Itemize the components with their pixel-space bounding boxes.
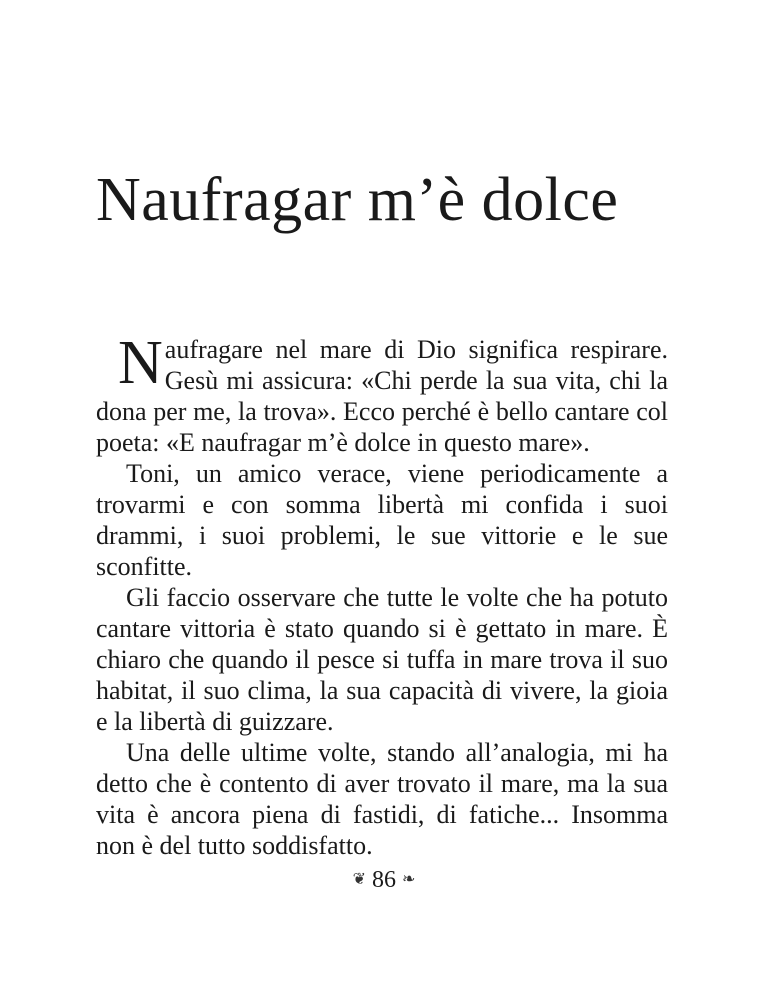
- chapter-title: Naufragar m’è dolce: [96, 166, 619, 234]
- paragraph-2: [96, 458, 668, 582]
- page-folio: [0, 866, 768, 894]
- floral-ornament-icon: ❧: [402, 871, 416, 888]
- floral-ornament-icon: ❦: [352, 871, 366, 888]
- paragraph-4-text: Una delle ultime volte, stando all’analogia, mi ha detto che è contento di aver trovato il mare, ma la sua vita è ancora piena di fastidi, di fatiche... Insomma non è del tutto soddisfatto.: [96, 738, 668, 860]
- paragraph-2-text: Toni, un amico verace, viene periodicamente a trovarmi e con somma libertà mi confida i suoi drammi, i suoi problemi, le sue vittorie e le sue sconfitte.: [96, 459, 668, 581]
- paragraph-1-text: aufragare nel mare di Dio significa respirare. Gesù mi assicura: «Chi perde la sua vita, chi la dona per me, la trova». Ecco perché è bello cantare col poeta: «E naufragar m’è dolce in questo mare».: [96, 335, 668, 457]
- paragraph-3: [96, 582, 668, 737]
- page-number: 86: [372, 867, 396, 893]
- drop-cap: N: [118, 329, 163, 397]
- body-text: [96, 329, 668, 861]
- paragraph-1: [96, 329, 668, 458]
- paragraph-3-text: Gli faccio osservare che tutte le volte che ha potuto cantare vittoria è stato quando si è gettato in mare. È chiaro che quando il pesce si tuffa in mare trova il suo habitat, il suo clima, la sua capacità di vivere, la gioia e la libertà di guizzare.: [96, 583, 668, 736]
- paragraph-4: [96, 737, 668, 861]
